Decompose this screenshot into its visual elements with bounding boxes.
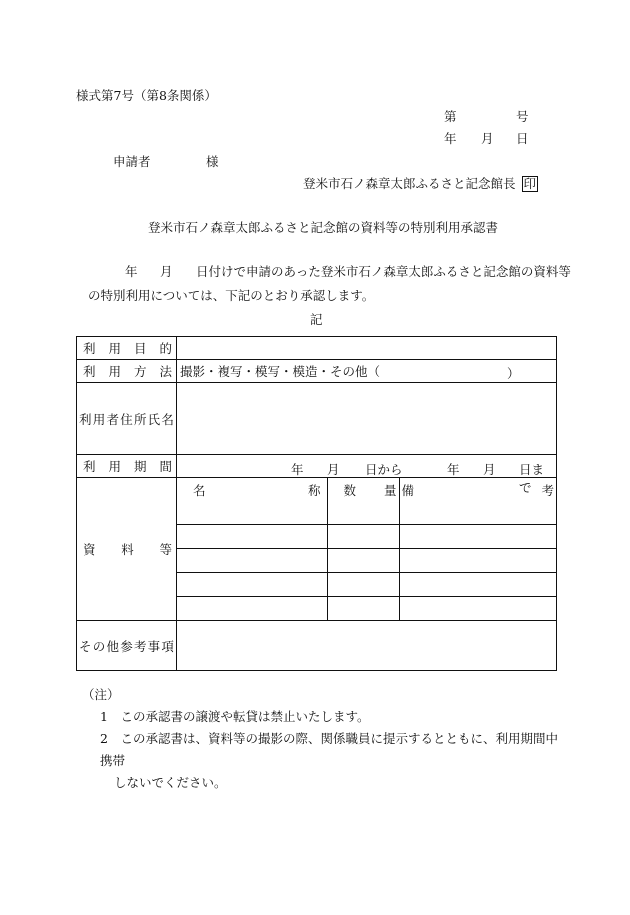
materials-table bbox=[177, 478, 556, 620]
material-note-cell[interactable] bbox=[399, 597, 556, 621]
table-row bbox=[177, 597, 556, 621]
material-name-cell[interactable] bbox=[177, 525, 327, 549]
header-note-text: 備 考 bbox=[401, 482, 554, 498]
other-value[interactable] bbox=[177, 621, 557, 671]
header-qty-text: 数 量 bbox=[343, 482, 397, 498]
purpose-value[interactable] bbox=[177, 337, 557, 360]
method-close-paren: ） bbox=[507, 366, 520, 381]
method-row bbox=[77, 360, 557, 383]
table-row bbox=[177, 525, 556, 549]
seal-stamp: 印 bbox=[523, 176, 537, 191]
purpose-row bbox=[77, 337, 557, 360]
body-month: 月 bbox=[160, 264, 173, 279]
body-line1: 日付けで申請のあった登米市石ノ森章太郎ふるさと記念館の資料等 bbox=[196, 264, 571, 279]
material-note-cell[interactable] bbox=[399, 525, 556, 549]
period-until: 日まで bbox=[519, 462, 545, 495]
body-line2: の特別利用については、下記のとおり承認します。 bbox=[88, 288, 375, 303]
period-label bbox=[77, 455, 177, 478]
material-name-cell[interactable] bbox=[177, 549, 327, 573]
material-qty-cell[interactable] bbox=[327, 501, 399, 525]
note-num-2: 2 bbox=[100, 731, 108, 746]
user-row bbox=[77, 383, 557, 455]
other-label-text: そ の 他 参 考 事 項 bbox=[79, 638, 174, 654]
user-value[interactable] bbox=[177, 383, 557, 455]
notes-section bbox=[84, 684, 564, 794]
period-month-2: 月 bbox=[483, 462, 496, 477]
purpose-label bbox=[77, 337, 177, 360]
number-suffix: 号 bbox=[516, 109, 529, 124]
material-qty-cell[interactable] bbox=[327, 549, 399, 573]
method-label-text: 利 用 方 法 bbox=[83, 364, 172, 379]
date-year: 年 bbox=[444, 131, 457, 146]
body-year: 年 bbox=[125, 264, 138, 279]
other-row bbox=[77, 621, 557, 671]
user-label bbox=[77, 383, 177, 455]
table-row bbox=[177, 573, 556, 597]
material-note-cell[interactable] bbox=[399, 549, 556, 573]
date-month: 月 bbox=[481, 131, 494, 146]
notes-header: （注） bbox=[82, 687, 120, 702]
table-row bbox=[177, 501, 556, 525]
material-name-cell[interactable] bbox=[177, 573, 327, 597]
period-year-2: 年 bbox=[447, 462, 460, 477]
note-item-1 bbox=[84, 706, 564, 728]
issuer-name: 登米市石ノ森章太郎ふるさと記念館長 bbox=[303, 176, 516, 191]
period-from: 日から bbox=[365, 462, 403, 477]
table-row bbox=[177, 549, 556, 573]
note-text-1: この承認書の譲渡や転貸は禁止いたします。 bbox=[120, 709, 370, 724]
document-title: 登米市石ノ森章太郎ふるさと記念館の資料等の特別利用承認書 bbox=[148, 220, 499, 235]
note-num-1: 1 bbox=[100, 709, 108, 724]
material-name-cell[interactable] bbox=[177, 597, 327, 621]
materials-header-row bbox=[177, 478, 556, 501]
other-label bbox=[77, 621, 177, 671]
period-month-1: 月 bbox=[327, 462, 340, 477]
ki-mark: 記 bbox=[310, 312, 323, 327]
issuer-line bbox=[303, 176, 538, 192]
materials-row bbox=[77, 478, 557, 621]
note-text-2: この承認書は、資料等の撮影の際、関係職員に提示するとともに、利用期間中携帯 bbox=[100, 731, 558, 768]
method-value[interactable] bbox=[177, 360, 557, 383]
purpose-label-text: 利 用 目 的 bbox=[83, 341, 172, 356]
header-qty bbox=[327, 478, 399, 501]
header-name-text: 名 称 bbox=[193, 482, 321, 498]
applicant-label: 申請者 bbox=[113, 154, 151, 169]
note-item-2 bbox=[84, 728, 564, 772]
applicant-honorific: 様 bbox=[206, 154, 219, 169]
material-qty-cell[interactable] bbox=[327, 525, 399, 549]
method-label bbox=[77, 360, 177, 383]
material-name-cell[interactable] bbox=[177, 501, 327, 525]
approval-table bbox=[76, 336, 557, 671]
user-label-text: 利 用 者 住 所 氏 名 bbox=[79, 411, 174, 427]
material-note-cell[interactable] bbox=[399, 501, 556, 525]
note-text-2-cont: しないでください。 bbox=[114, 775, 227, 790]
period-row bbox=[77, 455, 557, 478]
material-qty-cell[interactable] bbox=[327, 597, 399, 621]
materials-cell bbox=[177, 478, 557, 621]
material-note-cell[interactable] bbox=[399, 573, 556, 597]
period-year-1: 年 bbox=[291, 462, 304, 477]
number-prefix: 第 bbox=[444, 109, 457, 124]
material-qty-cell[interactable] bbox=[327, 573, 399, 597]
method-options: 撮影・複写・模写・模造・その他（ bbox=[180, 364, 381, 379]
date-day: 日 bbox=[516, 131, 529, 146]
form-number: 様式第7号（第8条関係） bbox=[76, 88, 217, 103]
materials-label-text: 資 料 等 bbox=[83, 542, 172, 557]
period-label-text: 利 用 期 間 bbox=[83, 459, 172, 474]
header-name bbox=[177, 478, 327, 501]
materials-label bbox=[77, 478, 177, 621]
